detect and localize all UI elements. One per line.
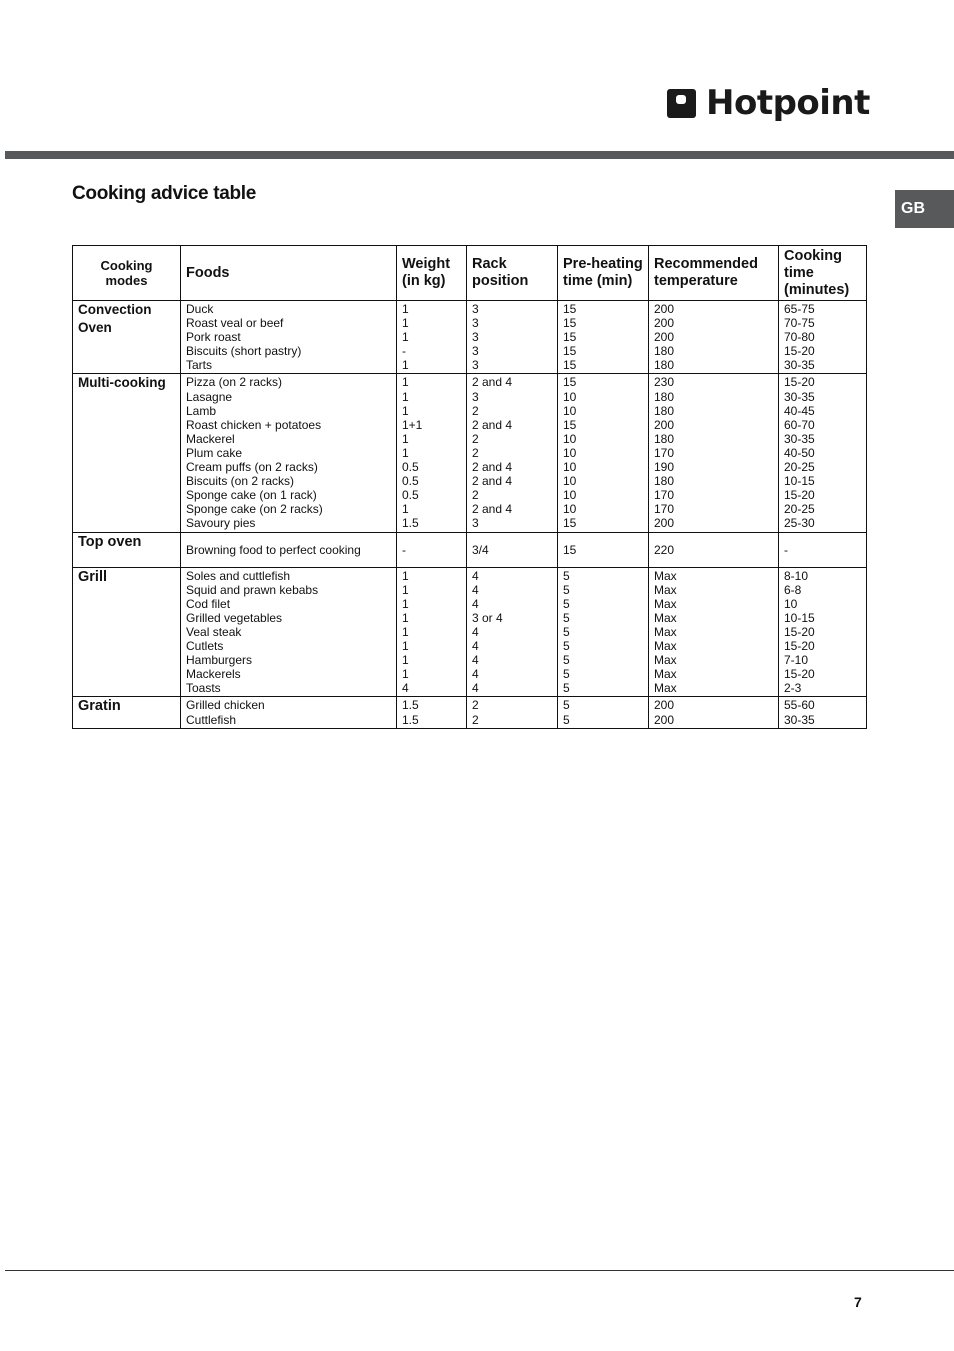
- rack-position-value: 2 and 4: [472, 502, 513, 517]
- temperature-value: Max: [654, 596, 677, 611]
- rack-position-value: 2: [472, 403, 479, 418]
- food-value: Mackerels: [186, 667, 241, 682]
- weight-value: 0.5: [402, 460, 419, 475]
- cooking-time-value: 15-20: [784, 639, 815, 654]
- weight-value: 4: [402, 681, 409, 696]
- food-value: Pork roast: [186, 330, 241, 345]
- rack-position-column-cell: [467, 697, 558, 728]
- temperature-value: 200: [654, 316, 675, 331]
- brand-name: Hotpoint: [706, 83, 870, 123]
- weight-column-cell: [397, 374, 467, 532]
- cooking-time-column-cell: [779, 697, 867, 728]
- rack-position-value: 2: [472, 431, 479, 446]
- cooking-time-value: 20-25: [784, 502, 815, 517]
- cooking-time-column-cell: [779, 374, 867, 532]
- hotpoint-logo-mark: [667, 89, 696, 118]
- rack-position-value: 3: [472, 330, 479, 345]
- cooking-time-value: 10-15: [784, 474, 815, 489]
- temperature-value: 180: [654, 389, 675, 404]
- preheat-time-value: 10: [563, 389, 577, 404]
- preheat-time-value: 15: [563, 375, 577, 390]
- cooking-time-value: 40-50: [784, 445, 815, 460]
- preheat-time-value: 15: [563, 542, 577, 557]
- footer-divider: [5, 1270, 954, 1271]
- cooking-time-value: 2-3: [784, 681, 802, 696]
- temperature-value: 180: [654, 431, 675, 446]
- rack-position-value: 3: [472, 302, 479, 316]
- table-row: [73, 567, 867, 697]
- temperature-column-cell: [649, 532, 779, 567]
- preheat-time-value: 5: [563, 639, 570, 654]
- temperature-value: 190: [654, 460, 675, 475]
- food-value: Sponge cake (on 1 rack): [186, 488, 317, 503]
- temperature-value: Max: [654, 681, 677, 696]
- cooking-time-value: 65-75: [784, 302, 815, 316]
- weight-value: 1: [402, 624, 409, 639]
- food-value: Browning food to perfect cooking: [186, 542, 361, 557]
- rack-position-column-cell: [467, 532, 558, 567]
- cooking-time-column-cell: [779, 567, 867, 697]
- preheat-time-value: 5: [563, 624, 570, 639]
- temperature-column-cell: [649, 697, 779, 728]
- weight-value: 1: [402, 431, 409, 446]
- preheat-time-value: 15: [563, 358, 577, 373]
- language-tab: GB: [895, 190, 954, 228]
- food-value: Duck: [186, 302, 214, 316]
- cooking-time-value: 15-20: [784, 488, 815, 503]
- temperature-column-cell: [649, 567, 779, 697]
- weight-column-cell: [397, 697, 467, 728]
- weight-column-cell: [397, 301, 467, 374]
- food-column-cell: [181, 697, 397, 728]
- header-recommended-temperature: Recommended temperature: [649, 246, 779, 301]
- weight-value: 1: [402, 568, 409, 583]
- preheat-time-value: 5: [563, 681, 570, 696]
- cooking-advice-table: [72, 245, 867, 729]
- weight-value: 0.5: [402, 488, 419, 503]
- cooking-time-column-cell: [779, 301, 867, 374]
- rack-position-column-cell: [467, 567, 558, 697]
- preheat-time-column-cell: [558, 532, 649, 567]
- cooking-mode-cell: Multi-cooking: [73, 374, 181, 532]
- rack-position-value: 2: [472, 712, 479, 727]
- temperature-value: Max: [654, 653, 677, 668]
- weight-value: 1: [402, 610, 409, 625]
- cooking-time-value: 6-8: [784, 582, 802, 597]
- rack-position-value: 2: [472, 488, 479, 503]
- preheat-time-value: 15: [563, 302, 577, 316]
- weight-value: 1.5: [402, 698, 419, 713]
- cooking-time-value: 8-10: [784, 568, 809, 583]
- cooking-time-value: 30-35: [784, 358, 815, 373]
- header-cooking-time: Cooking time (minutes): [779, 246, 867, 301]
- preheat-time-value: 15: [563, 344, 577, 359]
- header-weight: Weight (in kg): [397, 246, 467, 301]
- rack-position-column-cell: [467, 374, 558, 532]
- preheat-time-value: 15: [563, 516, 577, 531]
- cooking-mode-cell: Convection Oven: [73, 301, 181, 374]
- temperature-value: 180: [654, 358, 675, 373]
- rack-position-value: 3: [472, 516, 479, 531]
- weight-value: 1: [402, 302, 409, 316]
- cooking-time-value: 15-20: [784, 624, 815, 639]
- rack-position-value: 3/4: [472, 542, 489, 557]
- cooking-time-value: 15-20: [784, 375, 815, 390]
- preheat-time-value: 10: [563, 488, 577, 503]
- temperature-value: Max: [654, 582, 677, 597]
- temperature-value: Max: [654, 639, 677, 654]
- weight-value: 0.5: [402, 474, 419, 489]
- preheat-time-value: 15: [563, 417, 577, 432]
- weight-value: 1: [402, 403, 409, 418]
- preheat-time-value: 10: [563, 460, 577, 475]
- food-value: Biscuits (on 2 racks): [186, 474, 295, 489]
- weight-value: 1.5: [402, 712, 419, 727]
- page-title: Cooking advice table: [72, 183, 257, 204]
- preheat-time-value: 5: [563, 596, 570, 611]
- rack-position-value: 4: [472, 568, 479, 583]
- food-value: Lamb: [186, 403, 217, 418]
- preheat-time-value: 5: [563, 667, 570, 682]
- temperature-value: 200: [654, 417, 675, 432]
- cooking-time-value: 15-20: [784, 344, 815, 359]
- temperature-value: 230: [654, 375, 675, 390]
- food-column-cell: [181, 567, 397, 697]
- cooking-mode-cell: Grill: [73, 567, 181, 697]
- rack-position-value: 3: [472, 344, 479, 359]
- rack-position-value: 4: [472, 624, 479, 639]
- food-value: Soles and cuttlefish: [186, 568, 291, 583]
- preheat-time-value: 10: [563, 431, 577, 446]
- weight-value: 1+1: [402, 417, 423, 432]
- header-rack-position: Rack position: [467, 246, 558, 301]
- page-number: 7: [854, 1294, 862, 1310]
- food-value: Squid and prawn kebabs: [186, 582, 319, 597]
- temperature-value: Max: [654, 667, 677, 682]
- cooking-time-value: 60-70: [784, 417, 815, 432]
- weight-value: 1: [402, 639, 409, 654]
- temperature-value: 180: [654, 403, 675, 418]
- weight-value: 1: [402, 445, 409, 460]
- rack-position-value: 2 and 4: [472, 460, 513, 475]
- cooking-time-value: 70-75: [784, 316, 815, 331]
- weight-value: 1: [402, 667, 409, 682]
- cooking-time-value: 20-25: [784, 460, 815, 475]
- cooking-time-value: 55-60: [784, 698, 815, 713]
- temperature-value: 200: [654, 516, 675, 531]
- cooking-time-value: 15-20: [784, 667, 815, 682]
- preheat-time-value: 10: [563, 502, 577, 517]
- food-value: Mackerel: [186, 431, 235, 446]
- table-row: [73, 532, 867, 567]
- weight-value: 1: [402, 389, 409, 404]
- preheat-time-value: 10: [563, 474, 577, 489]
- food-value: Veal steak: [186, 624, 242, 639]
- preheat-time-column-cell: [558, 301, 649, 374]
- food-value: Roast veal or beef: [186, 316, 284, 331]
- rack-position-value: 2 and 4: [472, 474, 513, 489]
- temperature-value: 200: [654, 712, 675, 727]
- food-value: Cream puffs (on 2 racks): [186, 460, 318, 475]
- temperature-value: Max: [654, 624, 677, 639]
- food-value: Lasagne: [186, 389, 233, 404]
- food-column-cell: [181, 374, 397, 532]
- preheat-time-column-cell: [558, 697, 649, 728]
- food-value: Plum cake: [186, 445, 243, 460]
- preheat-time-value: 5: [563, 712, 570, 727]
- food-value: Roast chicken + potatoes: [186, 417, 322, 432]
- food-value: Grilled chicken: [186, 698, 265, 713]
- preheat-time-value: 15: [563, 316, 577, 331]
- rack-position-value: 3: [472, 358, 479, 373]
- preheat-time-value: 5: [563, 610, 570, 625]
- weight-column-cell: [397, 532, 467, 567]
- food-value: Hamburgers: [186, 653, 253, 668]
- weight-value: 1: [402, 502, 409, 517]
- food-column-cell: [181, 532, 397, 567]
- food-value: Biscuits (short pastry): [186, 344, 302, 359]
- rack-position-value: 3: [472, 389, 479, 404]
- cooking-time-value: -: [784, 542, 788, 557]
- food-value: Savoury pies: [186, 516, 256, 531]
- table-row: [73, 301, 867, 374]
- cooking-time-value: 30-35: [784, 712, 815, 727]
- header-foods: Foods: [181, 246, 397, 301]
- weight-value: 1.5: [402, 516, 419, 531]
- rack-position-value: 3 or 4: [472, 610, 503, 625]
- cooking-time-value: 70-80: [784, 330, 815, 345]
- temperature-value: Max: [654, 568, 677, 583]
- temperature-value: 220: [654, 542, 675, 557]
- temperature-value: 200: [654, 302, 675, 316]
- weight-value: 1: [402, 316, 409, 331]
- rack-position-value: 4: [472, 582, 479, 597]
- rack-position-value: 2: [472, 445, 479, 460]
- weight-value: 1: [402, 582, 409, 597]
- weight-value: 1: [402, 358, 409, 373]
- preheat-time-value: 5: [563, 698, 570, 713]
- rack-position-value: 4: [472, 639, 479, 654]
- table-row: [73, 697, 867, 728]
- cooking-time-value: 40-45: [784, 403, 815, 418]
- food-value: Cod filet: [186, 596, 231, 611]
- preheat-time-value: 15: [563, 330, 577, 345]
- preheat-time-value: 5: [563, 568, 570, 583]
- weight-value: 1: [402, 596, 409, 611]
- rack-position-value: 2 and 4: [472, 375, 513, 390]
- food-value: Cutlets: [186, 639, 224, 654]
- weight-value: 1: [402, 330, 409, 345]
- weight-value: 1: [402, 375, 409, 390]
- food-value: Tarts: [186, 358, 213, 373]
- cooking-mode-cell: Gratin: [73, 697, 181, 728]
- rack-position-value: 2 and 4: [472, 417, 513, 432]
- table-header-row: [73, 246, 867, 301]
- rack-position-column-cell: [467, 301, 558, 374]
- temperature-column-cell: [649, 301, 779, 374]
- cooking-time-value: 30-35: [784, 431, 815, 446]
- preheat-time-value: 10: [563, 403, 577, 418]
- cooking-time-value: 10: [784, 596, 798, 611]
- weight-value: -: [402, 344, 406, 359]
- rack-position-value: 4: [472, 667, 479, 682]
- preheat-time-column-cell: [558, 567, 649, 697]
- cooking-time-value: 7-10: [784, 653, 809, 668]
- weight-value: -: [402, 542, 406, 557]
- cooking-mode-cell: Top oven: [73, 532, 181, 567]
- cooking-time-value: 25-30: [784, 516, 815, 531]
- rack-position-value: 4: [472, 681, 479, 696]
- food-column-cell: [181, 301, 397, 374]
- table-row: [73, 374, 867, 532]
- temperature-value: 180: [654, 344, 675, 359]
- rack-position-value: 2: [472, 698, 479, 713]
- rack-position-value: 4: [472, 653, 479, 668]
- header-divider-bar: [5, 151, 954, 159]
- food-value: Grilled vegetables: [186, 610, 283, 625]
- hotpoint-logo: [667, 83, 870, 123]
- temperature-value: 170: [654, 502, 675, 517]
- rack-position-value: 3: [472, 316, 479, 331]
- food-value: Cuttlefish: [186, 712, 237, 727]
- temperature-value: 200: [654, 330, 675, 345]
- temperature-value: 170: [654, 445, 675, 460]
- temperature-value: 170: [654, 488, 675, 503]
- cooking-time-value: 30-35: [784, 389, 815, 404]
- header-preheating-time: Pre-heating time (min): [558, 246, 649, 301]
- temperature-value: Max: [654, 610, 677, 625]
- rack-position-value: 4: [472, 596, 479, 611]
- temperature-column-cell: [649, 374, 779, 532]
- food-value: Sponge cake (on 2 racks): [186, 502, 323, 517]
- preheat-time-value: 5: [563, 653, 570, 668]
- temperature-value: 180: [654, 474, 675, 489]
- cooking-time-column-cell: [779, 532, 867, 567]
- preheat-time-value: 10: [563, 445, 577, 460]
- cooking-time-value: 10-15: [784, 610, 815, 625]
- food-value: Pizza (on 2 racks): [186, 375, 283, 390]
- weight-value: 1: [402, 653, 409, 668]
- temperature-value: 200: [654, 698, 675, 713]
- preheat-time-value: 5: [563, 582, 570, 597]
- header-cooking-modes: Cooking modes: [73, 246, 181, 301]
- weight-column-cell: [397, 567, 467, 697]
- preheat-time-column-cell: [558, 374, 649, 532]
- food-value: Toasts: [186, 681, 221, 696]
